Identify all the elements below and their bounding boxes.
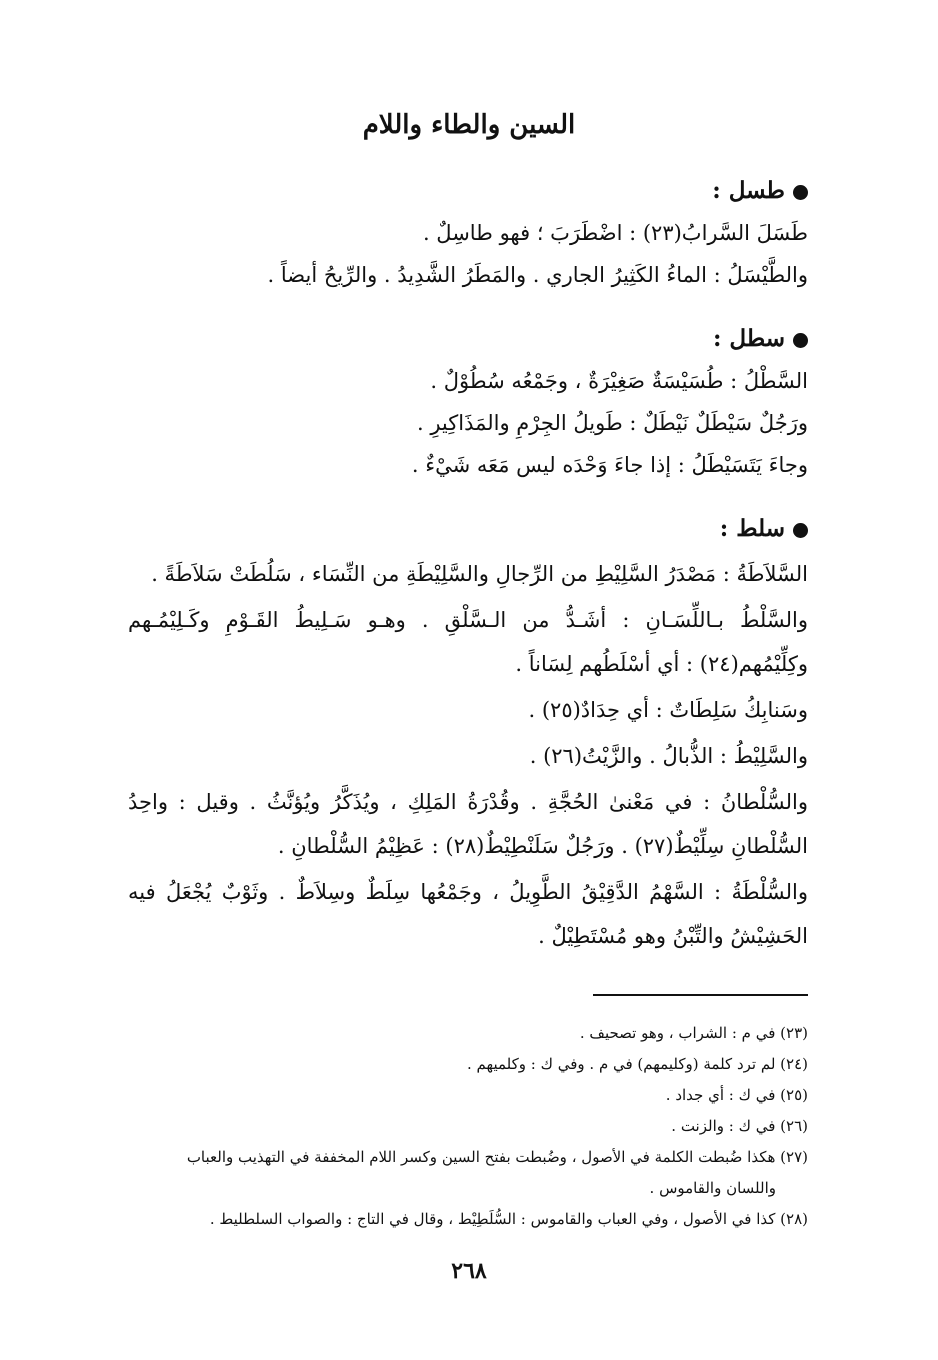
- bullet-icon: [793, 333, 808, 348]
- entry-heading-text: سلط :: [719, 515, 785, 542]
- entry-salat: [128, 508, 808, 958]
- entry-paragraph: وسَنابِكُ سَلِطَاتٌ : أي حِدَادٌ(٢٥) .: [528, 698, 808, 722]
- bullet-icon: [793, 185, 808, 200]
- entry-tasal: [128, 170, 808, 296]
- footnote: (٢٨) كذا في الأصول ، وفي العباب والقاموس : السُّلَطِيْط ، وقال في التاج : والصواب السلطليط .: [209, 1210, 808, 1228]
- entry-paragraph: والسُّلْطانُ : في مَعْنىٰ الحُجَّةِ . وقُدْرَةُ المَلِكِ ، ويُذَكَّرُ ويُؤنَّثُ . وقيل : واحِدُ السُّلْطانِ سِلِّيْطٌ(٢٧) . ورَجُلٌ سَلَنْطِيْطٌ(٢٨) : عَظِيْمُ السُّلْطانِ .: [128, 790, 808, 858]
- entry-paragraph: والسَّلْطُ بـاللِّسَـانِ : أشَـدُّ من الـسَّلْقِ . وهـو سَـلِيطُ القَـوْمِ وكَـلِيْمُـهم وكِلِّيْمُهم(٢٤) : أي أسْلَطُهم لِسَاناً .: [128, 608, 808, 676]
- entry-line: وجاءَ يَتَسَيْطَلُ : إذا جاءَ وَحْدَه ليس مَعَه شَيْءٌ .: [411, 453, 808, 477]
- footnote: (٢٦) في ك : والزنت .: [671, 1117, 808, 1135]
- bullet-icon: [793, 523, 808, 538]
- entry-heading-text: طسل :: [712, 177, 785, 204]
- entry-line: ورَجُلٌ سَيْطَلٌ نَيْطَلٌ : طَويلُ الجِرْمِ والمَذَاكِيرِ .: [416, 411, 808, 435]
- entry-paragraph: والسَّلِيْطُ : الذُّبالُ . والزَّيْتُ(٢٦) .: [529, 744, 808, 768]
- entry-heading: [128, 318, 808, 360]
- footnote-divider: [593, 994, 808, 996]
- footnote: (٢٥) في ك : أي جداد .: [665, 1086, 808, 1104]
- footnote: (٢٣) في م : الشراب ، وهو تصحيف .: [579, 1024, 808, 1042]
- entry-heading-text: سطل :: [712, 325, 785, 352]
- page-number: ٢٦٨: [451, 1258, 487, 1284]
- footnote: (٢٧) هكذا ضُبطت الكلمة في الأصول ، وضُبطت بفتح السين وكسر اللام المخففة في التهذيب والعباب: [186, 1148, 808, 1166]
- page-title: السين والطاء واللام: [362, 110, 576, 140]
- dictionary-body: [128, 170, 808, 980]
- entry-satal: [128, 318, 808, 486]
- footnotes: [93, 1018, 808, 1235]
- entry-paragraph: والسُّلْطَةُ : السَّهْمُ الدَّقِيْقُ الطَّوِيلُ ، وجَمْعُها سِلَطٌ وسِلاَطٌ . وثَوْبٌ يُجْعَلُ فيه الحَشِيْشُ والتِّبْنُ وهو مُسْتَطِيْلٌ .: [128, 880, 808, 948]
- entry-paragraph: السَّلاَطَةُ : مَصْدَرُ السَّلِيْطِ من الرِّجالِ والسَّلِيْطَةِ من النِّسَاء ، سَلُطَتْ سَلاَطَةً .: [151, 562, 808, 586]
- footnote: (٢٤) لم ترد كلمة (وكليمهم) في م . وفي ك : وكلميهم .: [467, 1055, 808, 1073]
- entry-heading: [128, 508, 808, 550]
- entry-line: والطَّيْسَلُ : الماءُ الكَثِيرُ الجاري . والمَطَرُ الشَّدِيدُ . والرِّيحُ أيضاً .: [267, 263, 808, 287]
- footnote-continuation: واللسان والقاموس .: [649, 1179, 776, 1197]
- entry-line: السَّطْلُ : طُسَيْسَةٌ صَغِيْرَةٌ ، وجَمْعُه سُطُوْلٌ .: [430, 369, 808, 393]
- entry-heading: [128, 170, 808, 212]
- entry-line: طَسَلَ السَّرابُ(٢٣) : اضْطَرَبَ ؛ فهو طاسِلٌ .: [422, 221, 808, 245]
